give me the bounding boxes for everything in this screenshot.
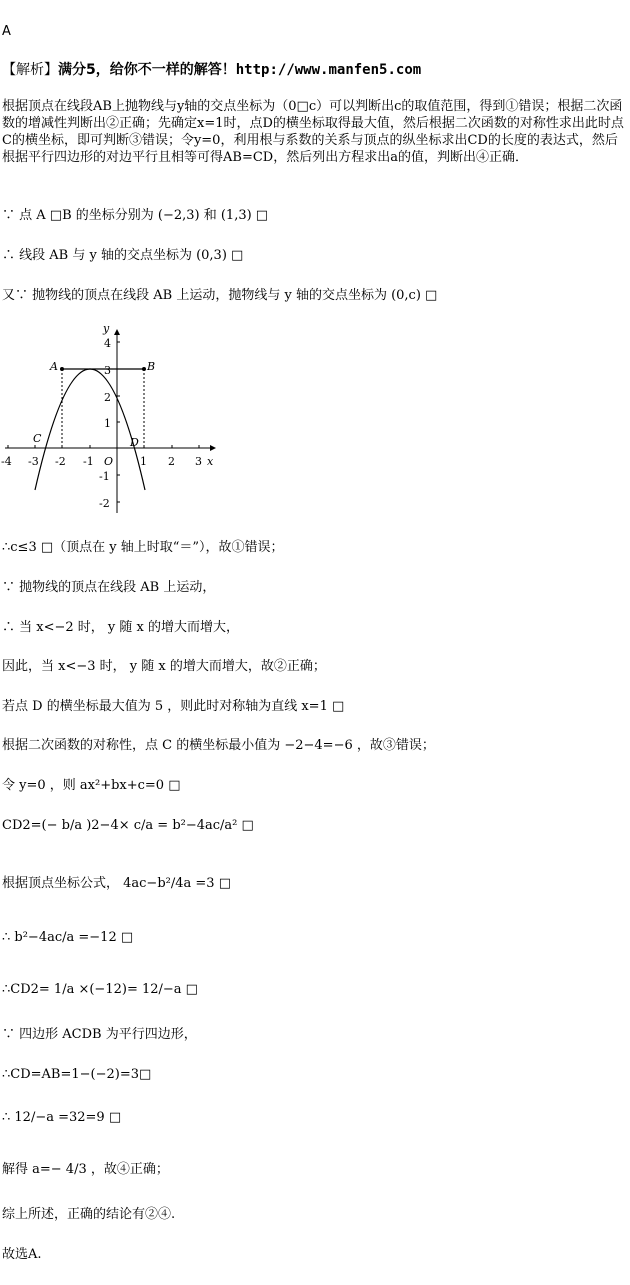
analysis-paragraph: 根据顶点在线段AB上抛物线与y轴的交点坐标为（0□c）可以判断出c的取值范围，得到①错误；根据二次函数的增减性判断出②正确；先确定x=1时，点D的横坐标取得最大值，然后根据二次函数的对称性求出此时点C的横坐标，即可判断③错误；令y=0，利用根与系数的关系与顶点的纵坐标求出CD的长度的表达式，然后根据平行四边形的对边平行且相等可得AB=CD，然后列出方程求出a的值，判断出④正确． — [2, 99, 624, 165]
step-11 — [2, 818, 254, 833]
header-score: 满分5，给你不一样的解答！ — [58, 62, 236, 78]
parabola-curve — [35, 369, 145, 490]
y-axis-label: y — [103, 322, 110, 335]
x-tick-label: 1 — [140, 455, 147, 468]
solution-header — [2, 63, 421, 78]
step-18-text: 解得 a=− 4/3 ，故④正确； — [2, 1162, 169, 1177]
step-19: 综上所述，正确的结论有②④. — [2, 1207, 176, 1222]
step-3: 又∵ 抛物线的顶点在线段 AB 上运动，抛物线与 y 轴的交点坐标为 (0,c) □ — [2, 288, 438, 303]
step-11-text: CD2=(− b/a )2−4× c/a = b²−4ac/a² □ — [2, 818, 254, 833]
x-tick-label: 3 — [195, 455, 202, 468]
step-9: 根据二次函数的对称性，点 C 的横坐标最小值为 −2−4=−6 ，故③错误； — [2, 738, 435, 753]
x-axis-label: x — [207, 455, 214, 468]
x-tick-label: -3 — [28, 455, 39, 468]
y-tick-label: 2 — [104, 391, 111, 404]
answer-letter: A — [2, 24, 11, 39]
step-16: ∴CD=AB=1−(−2)=3□ — [2, 1067, 152, 1082]
step-12 — [2, 876, 231, 891]
step-6: ∴ 当 x<−2 时， y 随 x 的增大而增大， — [2, 620, 239, 635]
x-tick-label: 2 — [168, 455, 175, 468]
x-tick-label: -4 — [1, 455, 12, 468]
step-5: ∵ 抛物线的顶点在线段 AB 上运动， — [2, 580, 216, 595]
step-14 — [2, 982, 198, 997]
step-7: 因此，当 x<−3 时， y 随 x 的增大而增大，故②正确； — [2, 659, 326, 674]
label-b: B — [147, 360, 156, 373]
step-18 — [2, 1162, 169, 1177]
label-c: C — [33, 432, 42, 445]
origin-label: O — [104, 455, 114, 468]
step-17 — [2, 1110, 121, 1125]
x-tick-label: -2 — [55, 455, 66, 468]
label-a: A — [50, 360, 58, 373]
y-tick-label: 3 — [104, 364, 111, 377]
y-tick-label: 4 — [104, 337, 111, 350]
step-4: ∴c≤3 □（顶点在 y 轴上时取“＝”），故①错误； — [2, 540, 284, 555]
step-2: ∴ 线段 AB 与 y 轴的交点坐标为 (0,3) □ — [2, 248, 244, 263]
step-10: 令 y=0 ，则 ax²+bx+c=0 □ — [2, 778, 181, 793]
y-tick-label: -2 — [99, 497, 110, 510]
step-13-text: ∴ b²−4ac/a =−12 □ — [2, 930, 134, 945]
step-14-text: ∴CD2= 1/a ×(−12)= 12/−a □ — [2, 982, 198, 997]
label-d: D — [130, 436, 139, 449]
step-20: 故选A. — [2, 1247, 42, 1262]
header-tag: 【解析】 — [2, 62, 58, 78]
step-8: 若点 D 的横坐标最大值为 5 ，则此时对称轴为直线 x=1 □ — [2, 699, 345, 714]
step-17-text: ∴ 12/−a =32=9 □ — [2, 1110, 122, 1125]
header-site: http://www.manfen5.com — [235, 62, 422, 78]
step-1: ∵ 点 A □B 的坐标分别为 (−2,3) 和 (1,3) □ — [2, 208, 269, 223]
step-12-text: 根据顶点坐标公式， 4ac−b²/4a =3 □ — [2, 876, 231, 891]
x-tick-label: -1 — [83, 455, 94, 468]
y-tick-label: -1 — [99, 470, 110, 483]
step-15: ∵ 四边形 ACDB 为平行四边形， — [2, 1027, 197, 1042]
parabola-graph — [0, 318, 220, 518]
y-tick-label: 1 — [104, 417, 111, 430]
step-13 — [2, 930, 133, 945]
